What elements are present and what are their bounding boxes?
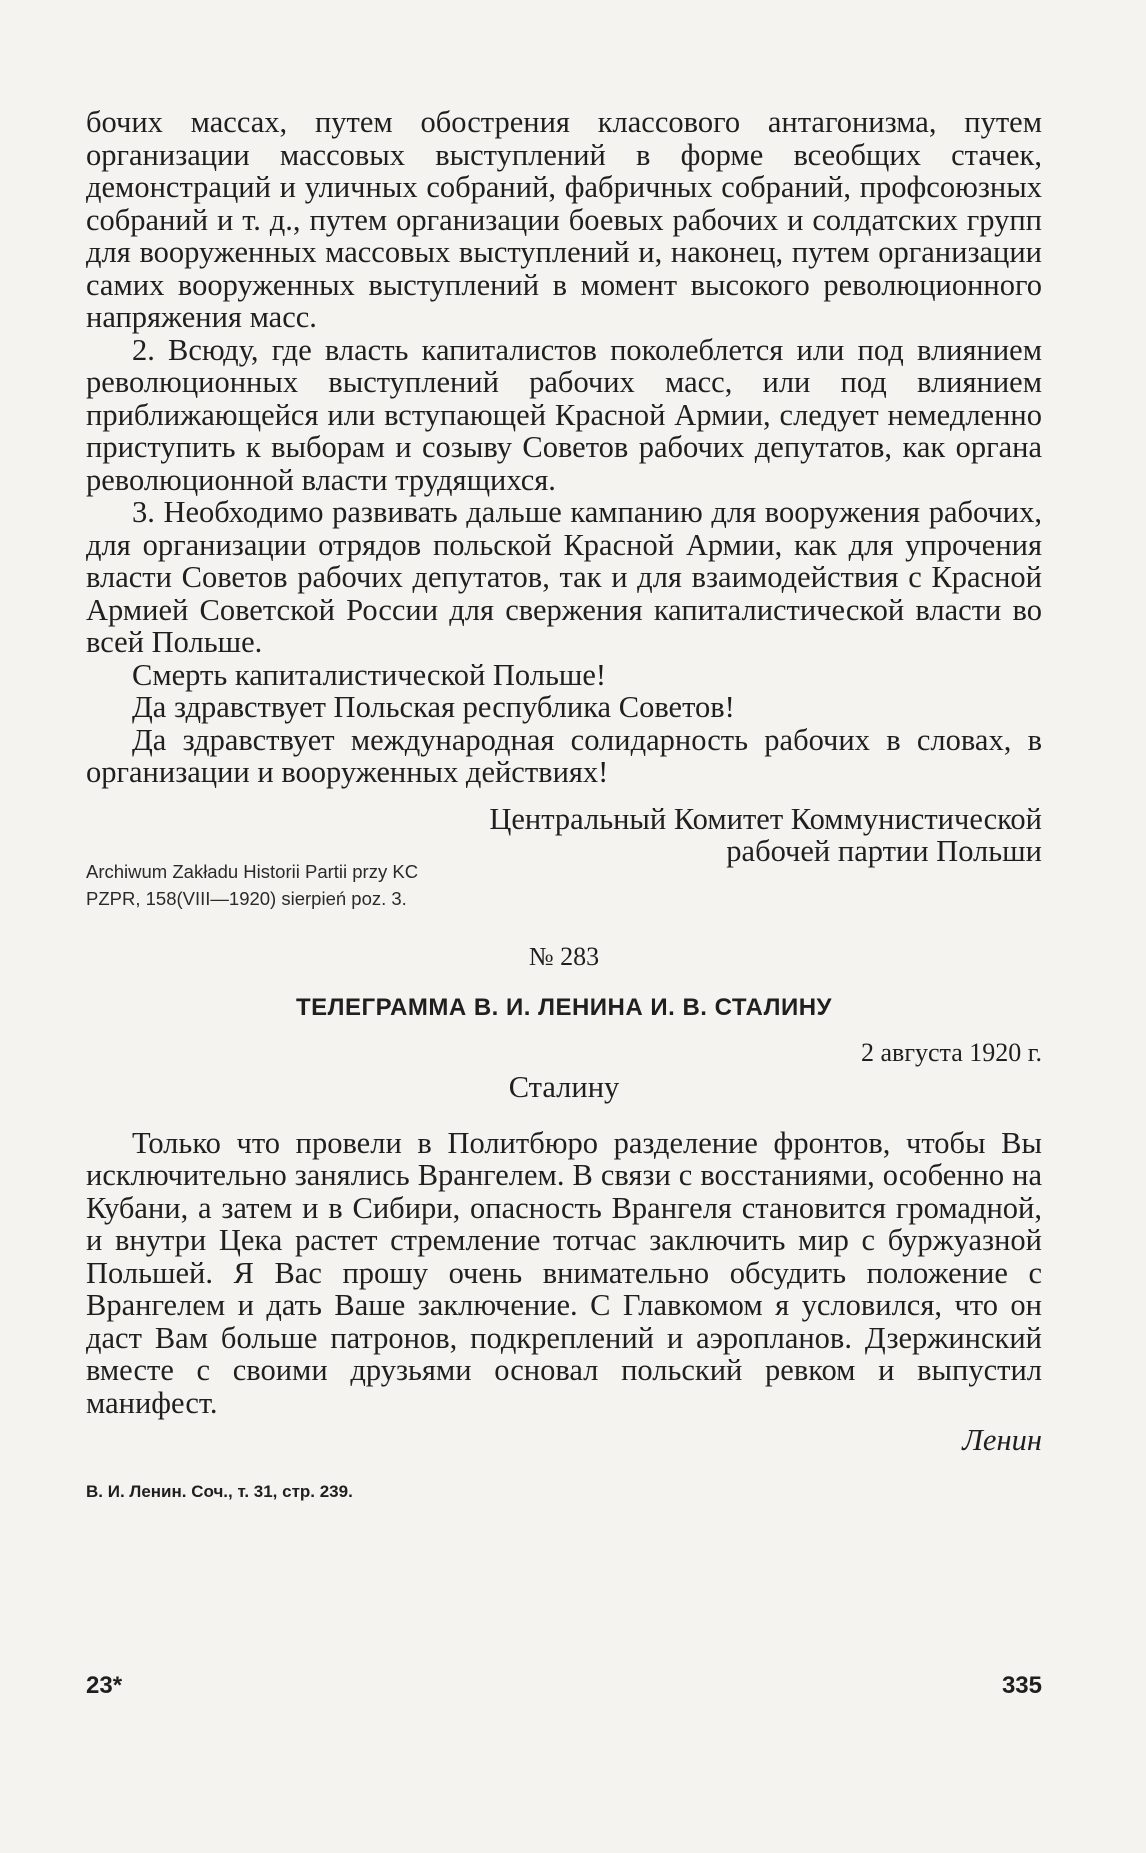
slogan-1: Смерть капиталистической Польше! [132, 657, 607, 692]
telegram-body: Только что провели в Политбюро разделение фронтов, чтобы Вы исключительно занялись Врангелем. В связи с восстаниями, особенно на Кубани, а затем и в Сибири, опасность Врангеля становится громадной, и внутри Цека растет стремление тотчас заключить мир с буржуазной Польшей. Я Вас прошу очень внимательно обсудить положение с Врангелем и дать Ваше заключение. С Главкомом я условился, что он даст Вам больше патронов, подкреплений и аэропланов. Дзержинский вместе с своими друзьями основал польский ревком и выпустил манифест. [86, 1125, 1042, 1420]
paragraph-point-2: 2. Всюду, где власть капиталистов поколеблется или под влиянием революционных выступлений рабочих масс, или под влиянием приближающейся или вступающей Красной Армии, следует немедленно приступить к выборам и созыву Советов рабочих депутатов, как органа революционной власти трудящихся. [86, 332, 1042, 497]
slogan-3: Да здравствует международная солидарность рабочих в словах, в организации и вооруженных действиях! [86, 722, 1042, 789]
page-number: 335 [1001, 1672, 1042, 1699]
page-content [86, 106, 1042, 1502]
document-number: № 283 [528, 941, 600, 971]
paragraph-continuation: бочих массах, путем обострения классового антагонизма, путем организации массовых выступлений в форме всеобщих стачек, демонстраций и уличных собраний, фабричных собраний, профсоюзных собраний и т. д., путем организации боевых рабочих и солдатских групп для вооруженных массовых выступлений и, наконец, путем организации самих вооруженных выступлений в момент высокого революционного напряжения масс. [86, 105, 1042, 334]
document-date: 2 августа 1920 г. [861, 1037, 1042, 1067]
archive-reference: Archiwum Zakładu Historii Partii przy KC PZPR, 158(VIII—1920) sierpień poz. 3. [86, 860, 419, 909]
slogan-2: Да здравствует Польская республика Советов! [132, 690, 735, 724]
document-title: ТЕЛЕГРАММА В. И. ЛЕНИНА И. В. СТАЛИНУ [296, 993, 832, 1021]
sender-signature: Ленин [962, 1423, 1042, 1457]
page-footer [86, 1672, 1042, 1700]
source-citation: В. И. Ленин. Соч., т. 31, стр. 239. [86, 1482, 353, 1501]
paragraph-point-3: 3. Необходимо развивать дальше кампанию для вооружения рабочих, для организации отрядов польской Красной Армии, как для упрочения власти Советов рабочих депутатов, так и для взаимодействия с Красной Армией Советской России для свержения капиталистической власти во всей Польше. [86, 495, 1042, 659]
signature-mark: 23* [86, 1672, 123, 1699]
signature-line-1: Центральный Комитет Коммунистической [489, 801, 1042, 836]
addressee: Сталину [508, 1069, 620, 1104]
signature-line-2: рабочей партии Польши [726, 834, 1042, 868]
